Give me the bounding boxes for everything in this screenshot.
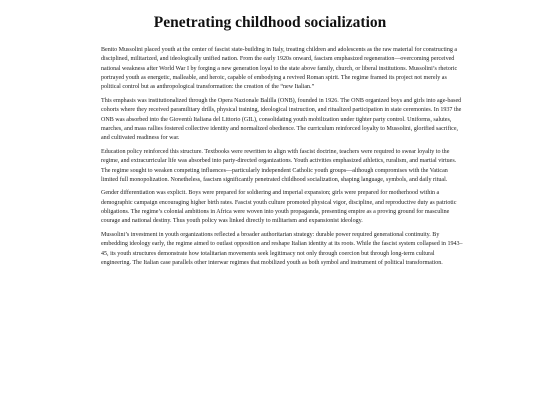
body-paragraph-5: Mussolini’s investment in youth organizations reflected a broader authoritarian strategy: durable power required generational continuity. By embedding ideology early, the regime aimed to outlast opposition and reshape Italian identity at its roots. While the fascist system collapsed in 1943–45, its youth structures demonstrate how totalitarian movements seek legitimacy not only through coercion but through long-term cultural engineering. The Italian case parallels other interwar regimes that mobilized youth as both symbol and instrument of political transformation.	[101, 231, 463, 266]
body-paragraph-3: Education policy reinforced this structure. Textbooks were rewritten to align with fascist doctrine, teachers were required to swear loyalty to the regime, and extracurricular life was absorbed into party-directed organizations. Youth activities emphasized athletics, ruralism, and martial virtues. The regime sought to weaken competing influences—particularly independent Catholic youth groups—although compromises with the Vatican limited full monopolization. Nonetheless, fascism significantly penetrated childhood socialization, shaping language, symbols, and daily ritual.	[101, 148, 457, 183]
body-paragraph-4: Gender differentiation was explicit. Boys were prepared for soldiering and imperial expansion; girls were prepared for motherhood within a demographic campaign encouraging higher birth rates. Fascist youth culture promoted physical vigor, discipline, and reproductive duty as patriotic obligations. The regime’s colonial ambitions in Africa were woven into youth propaganda, presenting empire as a proving ground for masculine courage and national destiny. Thus youth policy was linked directly to militarism and expansionist ideology.	[101, 190, 457, 225]
body-paragraph-1: Benito Mussolini placed youth at the center of fascist state-building in Italy, treating children and adolescents as the raw material for constructing a disciplined, militarized, and ideologically unified nation. From the early 1920s onward, fascism emphasized regeneration—overcoming perceived national weakness after World War I by forging a new generation loyal to the state above family, church, or liberal institutions. Mussolini’s rhetoric portrayed youth as energetic, malleable, and heroic, capable of embodying a revived Roman spirit. The regime framed its project not merely as political control but as anthropological transformation: the creation of the “new Italian.”	[101, 47, 458, 91]
page-title: Penetrating childhood socialization	[153, 14, 387, 31]
body-paragraph-2: This emphasis was institutionalized through the Opera Nazionale Balilla (ONB), founded in 1926. The ONB organized boys and girls into age-based cohorts where they received paramilitary drills, physical training, ideological instruction, and ritualized participation in state ceremonies. In 1937 the ONB was absorbed into the Gioventù Italiana del Littorio (GIL), consolidating youth mobilization under tighter party control. Uniforms, salutes, marches, and mass rallies fostered collective identity and normalized obedience. The curriculum reinforced loyalty to Mussolini, glorified sacrifice, and cultivated readiness for war.	[101, 97, 462, 142]
